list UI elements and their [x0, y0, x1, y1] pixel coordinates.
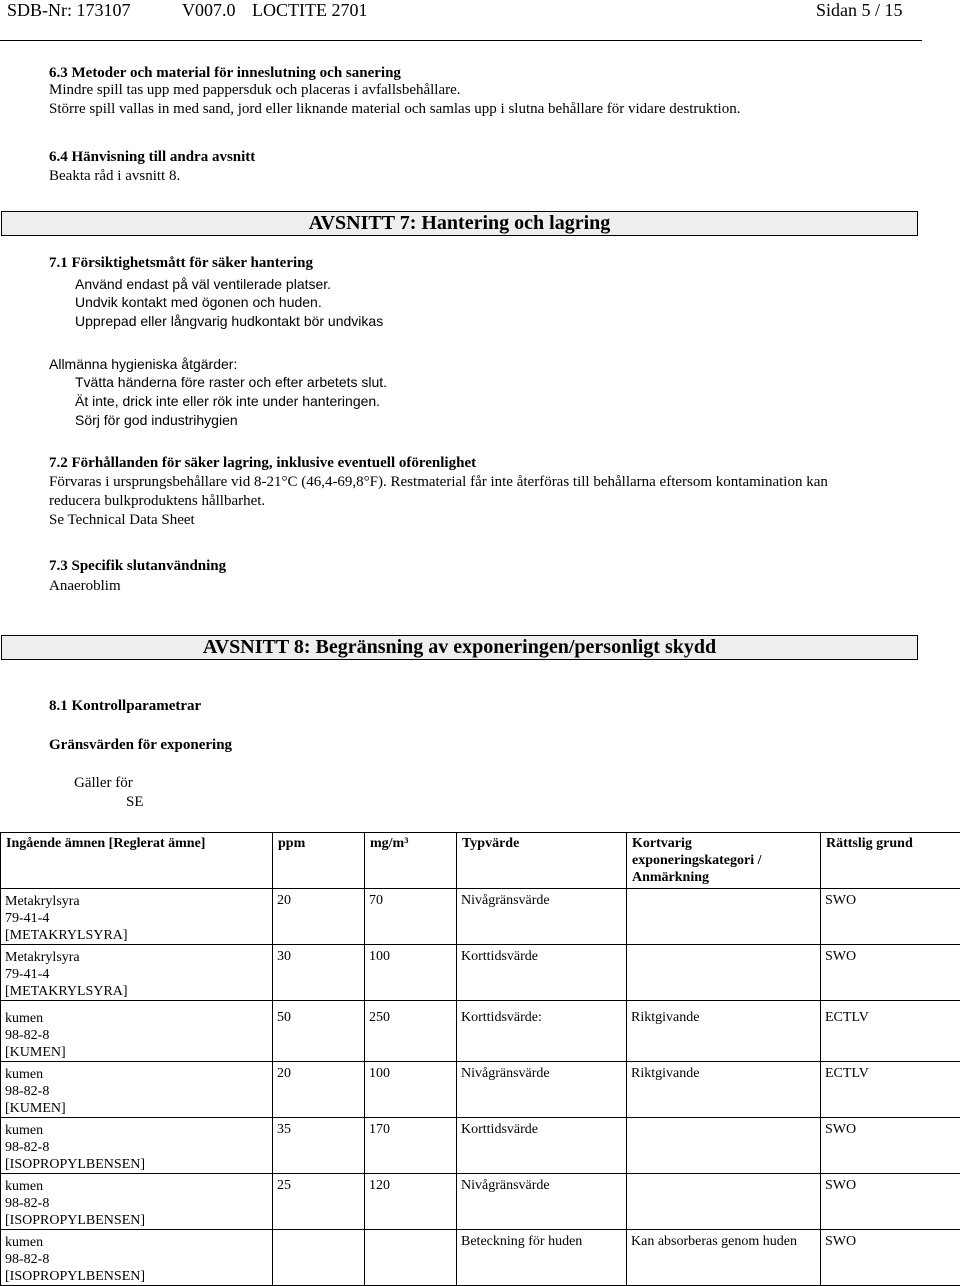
substance-cell — [1, 1174, 273, 1230]
substance-cas: 98-82-8 — [5, 1195, 272, 1212]
section-7-2-text-1: Förvaras i ursprungsbehållare vid 8-21°C (46,4-69,8°F). Restmaterial får inte återföras till behållarna eftersom kontamination kan — [49, 474, 828, 491]
substance-name: kumen — [5, 1010, 272, 1027]
header-short-term — [627, 833, 821, 889]
ppm-cell: 35 — [273, 1118, 365, 1174]
section-7-1-text-1: Använd endast på väl ventilerade platser. — [75, 276, 331, 292]
type-cell: Korttidsvärde — [457, 1118, 627, 1174]
section-7-1-text-3: Upprepad eller långvarig hudkontakt bör undvikas — [75, 313, 383, 329]
table-row — [1, 889, 960, 945]
ppm-cell: 30 — [273, 945, 365, 1001]
substance-cell — [1, 1118, 273, 1174]
applies-to-label: Gäller för — [74, 775, 133, 792]
mgm3-cell: 170 — [365, 1118, 457, 1174]
applies-to-value: SE — [126, 794, 144, 811]
section-6-3-text-1: Mindre spill tas upp med pappersduk och placeras i avfallsbehållare. — [49, 82, 461, 99]
substance-name: kumen — [5, 1066, 272, 1083]
mgm3-cell: 100 — [365, 1062, 457, 1118]
substance-regulated: [KUMEN] — [5, 1100, 272, 1117]
substance-cas: 98-82-8 — [5, 1139, 272, 1156]
substance-cell — [1, 945, 273, 1001]
substance-regulated: [METAKRYLSYRA] — [5, 983, 272, 1000]
substance-name: kumen — [5, 1122, 272, 1139]
short-term-cell — [627, 945, 821, 1001]
short-term-cell — [627, 1118, 821, 1174]
type-cell: Beteckning för huden — [457, 1230, 627, 1286]
substance-regulated: [ISOPROPYLBENSEN] — [5, 1212, 272, 1229]
section-7-3-title: 7.3 Specifik slutanvändning — [49, 558, 226, 575]
type-cell: Nivågränsvärde — [457, 889, 627, 945]
substance-cell — [1, 1062, 273, 1118]
mgm3-cell: 250 — [365, 1001, 457, 1062]
exposure-limits-title: Gränsvärden för exponering — [49, 737, 232, 754]
legal-basis-cell: SWO — [821, 889, 960, 945]
short-term-cell — [627, 889, 821, 945]
table-row — [1, 1062, 960, 1118]
substance-cell — [1, 1001, 273, 1062]
hygiene-text-3: Sörj för god industrihygien — [75, 412, 238, 428]
substance-cas: 98-82-8 — [5, 1251, 272, 1268]
hygiene-text-2: Ät inte, drick inte eller rök inte under hanteringen. — [75, 393, 380, 409]
header-page-number: Sidan 5 / 15 — [816, 0, 903, 21]
substance-regulated: [ISOPROPYLBENSEN] — [5, 1156, 272, 1173]
ppm-cell: 20 — [273, 889, 365, 945]
legal-basis-cell: SWO — [821, 1174, 960, 1230]
section-7-2-text-2: reducera bulkproduktens hållbarhet. — [49, 493, 265, 510]
short-term-cell — [627, 1174, 821, 1230]
short-term-cell: Kan absorberas genom huden — [627, 1230, 821, 1286]
header-legal-basis: Rättslig grund — [821, 833, 960, 889]
substance-regulated: [METAKRYLSYRA] — [5, 927, 272, 944]
header-version: V007.0 — [182, 0, 236, 21]
section-8-banner-title: AVSNITT 8: Begränsning av exponeringen/personligt skydd — [203, 636, 716, 658]
legal-basis-cell: SWO — [821, 1230, 960, 1286]
legal-basis-cell: ECTLV — [821, 1001, 960, 1062]
substance-name: Metakrylsyra — [5, 893, 272, 910]
type-cell: Nivågränsvärde — [457, 1174, 627, 1230]
substance-cell — [1, 889, 273, 945]
header-substance: Ingående ämnen [Reglerat ämne] — [1, 833, 273, 889]
section-6-3-title: 6.3 Metoder och material för inneslutning och sanering — [49, 65, 401, 82]
type-cell: Nivågränsvärde — [457, 1062, 627, 1118]
section-7-2-title: 7.2 Förhållanden för säker lagring, inklusive eventuell oförenlighet — [49, 455, 476, 472]
substance-regulated: [ISOPROPYLBENSEN] — [5, 1268, 272, 1285]
ppm-cell: 20 — [273, 1062, 365, 1118]
substance-regulated: [KUMEN] — [5, 1044, 272, 1061]
substance-cas: 79-41-4 — [5, 966, 272, 983]
substance-cas: 79-41-4 — [5, 910, 272, 927]
table-row — [1, 945, 960, 1001]
mgm3-cell: 100 — [365, 945, 457, 1001]
substance-cas: 98-82-8 — [5, 1027, 272, 1044]
header-short-term-line-3: Anmärkning — [632, 869, 820, 886]
legal-basis-cell: SWO — [821, 1118, 960, 1174]
exposure-limits-table — [0, 832, 960, 1286]
section-7-2-text-3: Se Technical Data Sheet — [49, 512, 195, 529]
header-rule — [0, 40, 922, 41]
ppm-cell: 50 — [273, 1001, 365, 1062]
section-6-4-text: Beakta råd i avsnitt 8. — [49, 168, 180, 185]
section-7-1-text-2: Undvik kontakt med ögonen och huden. — [75, 294, 322, 310]
type-cell: Korttidsvärde: — [457, 1001, 627, 1062]
header-short-term-line-1: Kortvarig — [632, 835, 820, 852]
mgm3-cell: 70 — [365, 889, 457, 945]
legal-basis-cell: SWO — [821, 945, 960, 1001]
section-7-banner — [1, 211, 918, 236]
section-7-3-text: Anaeroblim — [49, 578, 121, 595]
header-mgm3: mg/m³ — [365, 833, 457, 889]
short-term-cell: Riktgivande — [627, 1062, 821, 1118]
header-product: LOCTITE 2701 — [252, 0, 367, 21]
mgm3-cell: 120 — [365, 1174, 457, 1230]
legal-basis-cell: ECTLV — [821, 1062, 960, 1118]
table-row — [1, 1001, 960, 1062]
table-header-row — [1, 833, 960, 889]
section-6-3-text-2: Större spill vallas in med sand, jord eller liknande material och samlas upp i slutna behållare för vidare destruktion. — [49, 101, 740, 118]
short-term-cell: Riktgivande — [627, 1001, 821, 1062]
section-8-1-title: 8.1 Kontrollparametrar — [49, 698, 201, 715]
substance-name: kumen — [5, 1178, 272, 1195]
section-7-1-title: 7.1 Försiktighetsmått för säker hantering — [49, 255, 313, 272]
substance-name: Metakrylsyra — [5, 949, 272, 966]
table-row — [1, 1118, 960, 1174]
section-6-4-title: 6.4 Hänvisning till andra avsnitt — [49, 149, 255, 166]
ppm-cell: 25 — [273, 1174, 365, 1230]
table-row — [1, 1174, 960, 1230]
hygiene-title: Allmänna hygieniska åtgärder: — [49, 356, 237, 372]
substance-name: kumen — [5, 1234, 272, 1251]
type-cell: Korttidsvärde — [457, 945, 627, 1001]
header-short-term-line-2: exponeringskategori / — [632, 852, 820, 869]
hygiene-text-1: Tvätta händerna före raster och efter arbetets slut. — [75, 374, 387, 390]
section-8-banner — [1, 635, 918, 660]
header-ppm: ppm — [273, 833, 365, 889]
substance-cas: 98-82-8 — [5, 1083, 272, 1100]
header-sdb-nr: SDB-Nr: 173107 — [7, 0, 131, 21]
header-type: Typvärde — [457, 833, 627, 889]
section-7-banner-title: AVSNITT 7: Hantering och lagring — [309, 212, 611, 234]
